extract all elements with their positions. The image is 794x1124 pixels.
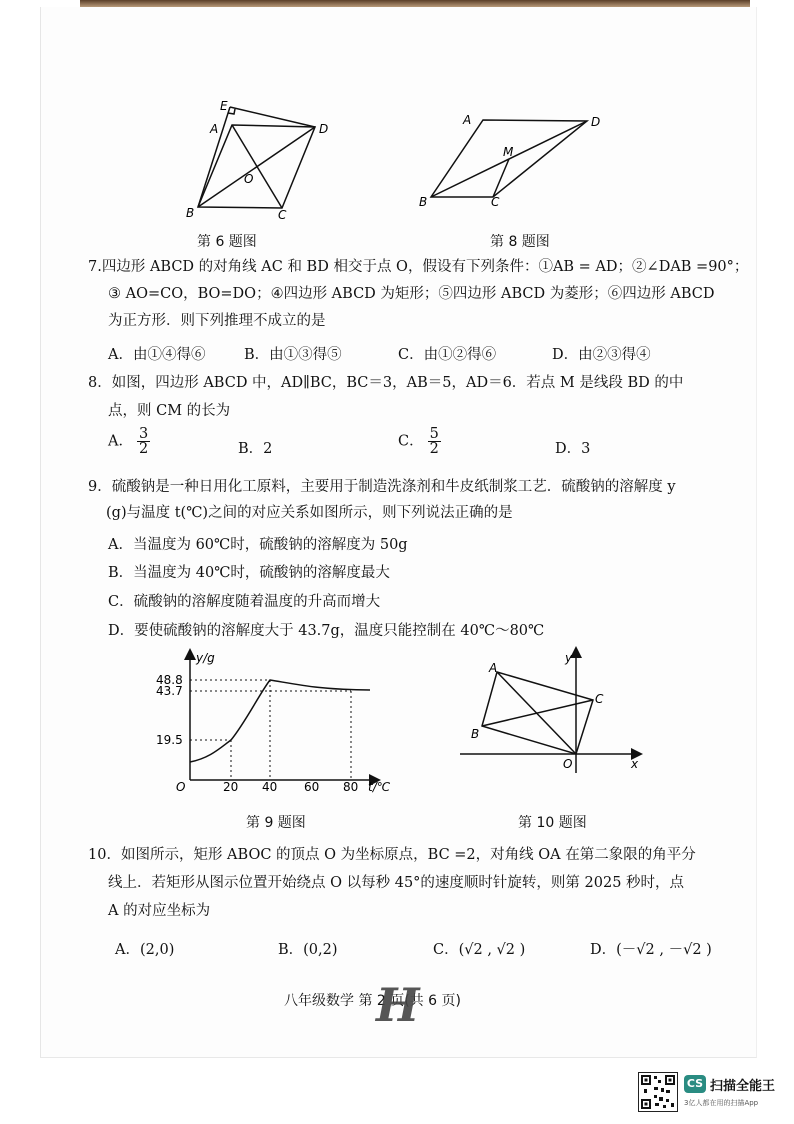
label-A: A (489, 661, 498, 675)
question-7-option-c: C．由①②得⑥ (398, 347, 497, 363)
scanner-tagline: 3亿人都在用的扫描App (684, 1099, 759, 1107)
question-10-option-d: D．(－√2 , －√2 ) (590, 942, 712, 958)
question-8-option-d: D．3 (555, 441, 591, 457)
option-c-prefix: C． (398, 433, 424, 450)
x-tick-20: 20 (223, 780, 239, 794)
x-axis-label: t/℃ (368, 780, 391, 794)
y-tick-19-5: 19.5 (156, 733, 183, 747)
fraction-numerator: 5 (429, 426, 439, 442)
x-tick-80: 80 (343, 780, 359, 794)
question-10-line2: 线上．若矩形从图示位置开始绕点 O 以每秒 45°的速度顺时针旋转，则第 2025 秒时，点 (108, 875, 685, 891)
option-a-prefix: A． (108, 433, 133, 450)
question-8-option-b: B．2 (238, 441, 273, 457)
y-axis-label: y/g (196, 651, 215, 665)
figure-9-graph (156, 648, 400, 798)
label-B: B (419, 195, 428, 209)
question-8-line2: 点，则 CM 的长为 (108, 403, 231, 419)
question-9-option-a: A．当温度为 60℃时，硫酸钠的溶解度为 50g (108, 537, 408, 553)
question-8-option-a (108, 427, 150, 456)
question-7-option-a: A．由①④得⑥ (108, 347, 206, 363)
question-10-option-b: B．(0,2) (278, 942, 338, 958)
x-tick-40: 40 (262, 780, 278, 794)
question-10-option-c: C．(√2 , √2 ) (433, 942, 526, 958)
question-9-line1: 9．硫酸钠是一种日用化工原料，主要用于制造洗涤剂和牛皮纸制浆工艺．硫酸钠的溶解度 y (88, 479, 676, 495)
question-10-option-a: A．(2,0) (115, 942, 175, 958)
question-9-option-c: C．硫酸钠的溶解度随着温度的升高而增大 (108, 594, 381, 610)
page-footer: 八年级数学 第 2 页(共 6 页) (284, 993, 461, 1009)
label-B: B (471, 727, 480, 741)
question-9-line2: (g)与温度 t(℃)之间的对应关系如图所示，则下列说法正确的是 (106, 505, 513, 521)
question-8-option-c (398, 427, 441, 456)
origin-label: O (563, 757, 573, 771)
x-axis-label: x (631, 757, 639, 771)
label-A: A (210, 122, 219, 136)
question-7-line1: 7.四边形 ABCD 的对角线 AC 和 BD 相交于点 O，假设有下列条件：①AB = AD；②∠DAB =90°； (88, 259, 749, 275)
exam-mark-h: H (376, 978, 420, 1032)
caption-fig6: 第 6 题图 (197, 234, 257, 250)
fraction-denominator: 2 (138, 441, 149, 457)
fraction-5-2 (428, 427, 441, 456)
label-M: M (503, 145, 514, 159)
label-A: A (463, 113, 472, 127)
caption-fig10: 第 10 题图 (518, 815, 587, 831)
question-8-line1: 8．如图，四边形 ABCD 中，AD∥BC，BC＝3，AB＝5，AD＝6．若点 M 是线段 BD 的中 (88, 375, 684, 391)
label-D: D (591, 115, 601, 129)
y-axis-label: y (565, 651, 573, 665)
qr-code-icon (638, 1072, 678, 1112)
y-tick-48-8: 48.8 (156, 673, 183, 687)
figure-10 (455, 648, 655, 778)
label-C: C (595, 692, 604, 706)
question-7-line2: ③ AO=CO，BO=DO；④四边形 ABCD 为矩形；⑤四边形 ABCD 为菱形；⑥四边形 ABCD (108, 286, 715, 302)
question-10-line1: 10．如图所示，矩形 ABOC 的顶点 O 为坐标原点，BC =2，对角线 OA 在第二象限的角平分 (88, 847, 696, 863)
top-edge-shadow (80, 0, 750, 7)
fraction-3-2 (137, 427, 150, 456)
camscanner-logo-icon: CS (684, 1075, 706, 1093)
question-9-option-b: B．当温度为 40℃时，硫酸钠的溶解度最大 (108, 565, 390, 581)
x-tick-60: 60 (304, 780, 320, 794)
label-E: E (220, 99, 228, 113)
scanner-app-name: 扫描全能王 (710, 1079, 776, 1094)
fraction-denominator: 2 (429, 441, 439, 457)
question-9-option-d: D．要使硫酸钠的溶解度大于 43.7g，温度只能控制在 40℃～80℃ (108, 623, 545, 639)
label-O: O (244, 172, 254, 186)
label-B: B (186, 206, 195, 220)
caption-fig9: 第 9 题图 (246, 815, 306, 831)
caption-fig8: 第 8 题图 (490, 234, 550, 250)
question-10-line3: A 的对应坐标为 (108, 903, 211, 919)
label-D: D (319, 122, 329, 136)
figure-8 (415, 108, 615, 208)
label-C: C (491, 195, 500, 209)
label-C: C (278, 208, 287, 222)
scanner-watermark (638, 1072, 788, 1112)
figure-6 (170, 95, 340, 225)
question-7-option-b: B．由①③得⑤ (244, 347, 342, 363)
origin-label: O (176, 780, 186, 794)
fraction-numerator: 3 (138, 426, 149, 442)
question-7-line3: 为正方形．则下列推理不成立的是 (108, 313, 326, 329)
y-tick-43-7: 43.7 (156, 684, 183, 698)
question-7-option-d: D．由②③得④ (552, 347, 651, 363)
